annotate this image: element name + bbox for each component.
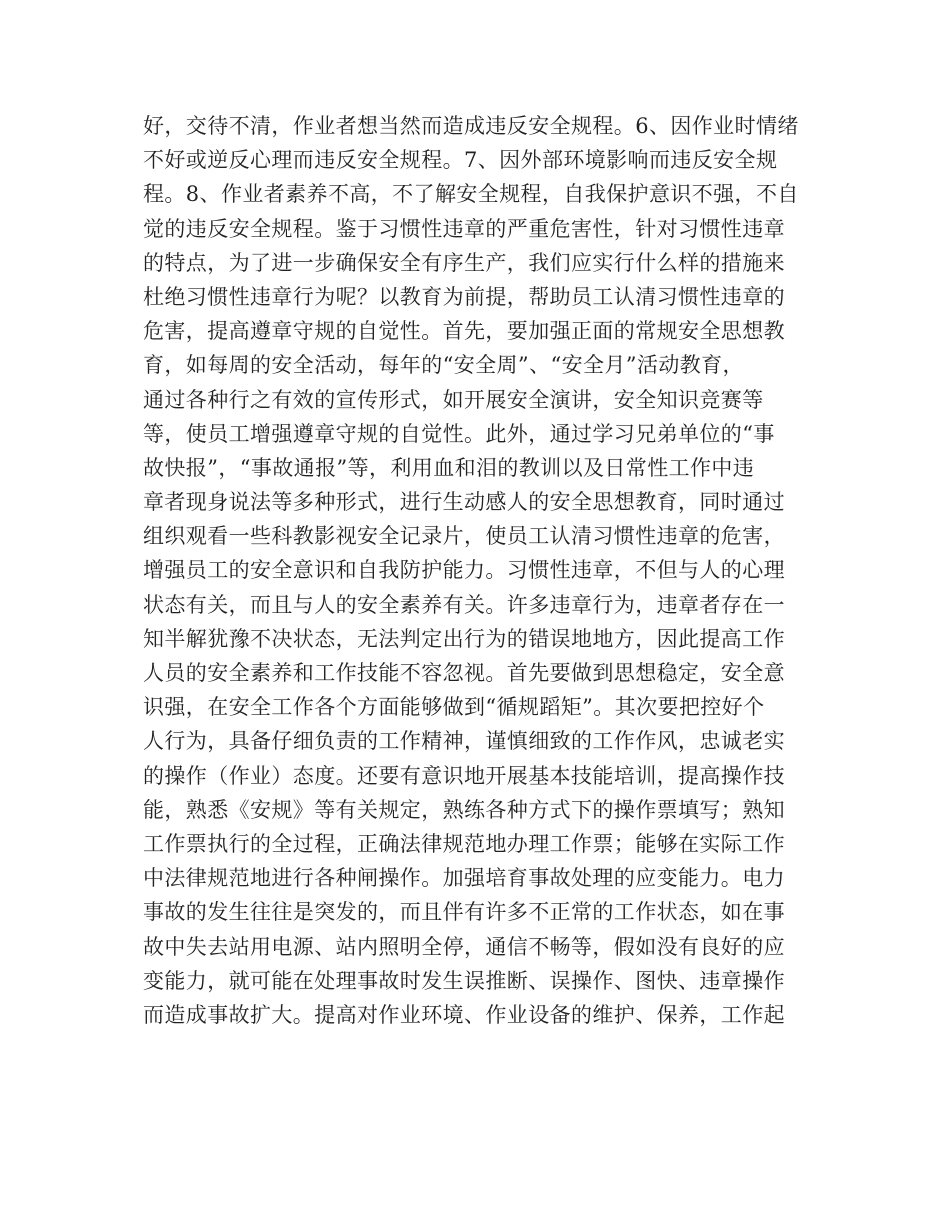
text-line: 组织观看一些科教影视安全记录片，使员工认清习惯性违章的危害，: [143, 524, 785, 549]
text-line: 的特点，为了进一步确保安全有序生产，我们应实行什么样的措施来: [143, 250, 785, 275]
text-line: 工作票执行的全过程，正确法律规范地办理工作票；能够在实际工作: [143, 831, 785, 856]
text-line: 故快报”，“事故通报”等，利用血和泪的教训以及日常性工作中违: [143, 455, 755, 480]
body-text: [143, 109, 823, 1032]
text-line: 杜绝习惯性违章行为呢？以教育为前提，帮助员工认清习惯性违章的: [143, 284, 785, 309]
text-line: 不好或逆反心理而违反安全规程。7、因外部环境影响而违反安全规: [143, 148, 778, 173]
text-line: 觉的违反安全规程。鉴于习惯性违章的严重危害性，针对习惯性违章: [143, 216, 785, 241]
text-line: 通过各种行之有效的宣传形式，如开展安全演讲，安全知识竞赛等: [143, 387, 764, 412]
text-line: 人行为，具备仔细负责的工作精神，谨慎细致的工作作风，忠诚老实: [143, 729, 785, 754]
text-line: 中法律规范地进行各种闸操作。加强培育事故处理的应变能力。电力: [143, 866, 785, 891]
text-line: 知半解犹豫不决状态，无法判定出行为的错误地地方，因此提高工作: [143, 626, 785, 651]
text-line: 程。8、作业者素养不高，不了解安全规程，自我保护意识不强，不自: [143, 182, 799, 207]
text-line: 而造成事故扩大。提高对作业环境、作业设备的维护、保养，工作起: [143, 1002, 785, 1027]
text-line: 危害，提高遵章守规的自觉性。首先，要加强正面的常规安全思想教: [143, 319, 785, 344]
text-line: 能，熟悉《安规》等有关规定，熟练各种方式下的操作票填写；熟知: [143, 797, 785, 822]
text-line: 章者现身说法等多种形式，进行生动感人的安全思想教育，同时通过: [143, 490, 785, 515]
text-line: 识强，在安全工作各个方面能够做到“循规蹈矩”。其次要把控好个: [143, 695, 765, 720]
text-line: 的操作（作业）态度。还要有意识地开展基本技能培训，提高操作技: [143, 763, 785, 788]
text-line: 变能力，就可能在处理事故时发生误推断、误操作、图快、违章操作: [143, 968, 785, 993]
text-line: 状态有关，而且与人的安全素养有关。许多违章行为，违章者存在一: [143, 592, 785, 617]
text-line: 好，交待不清，作业者想当然而造成违反安全规程。6、因作业时情绪: [143, 114, 799, 138]
text-line: 事故的发生往往是突发的，而且伴有许多不正常的工作状态，如在事: [143, 900, 785, 925]
text-line: 人员的安全素养和工作技能不容忽视。首先要做到思想稳定，安全意: [143, 661, 785, 685]
text-line: 等，使员工增强遵章守规的自觉性。此外，通过学习兄弟单位的“事: [143, 421, 775, 446]
text-line: 增强员工的安全意识和自我防护能力。习惯性违章，不但与人的心理: [143, 558, 785, 583]
text-line: 育，如每周的安全活动，每年的“安全周”、“安全月”活动教育，: [143, 353, 744, 378]
text-line: 故中失去站用电源、站内照明全停，通信不畅等，假如没有良好的应: [143, 934, 785, 959]
